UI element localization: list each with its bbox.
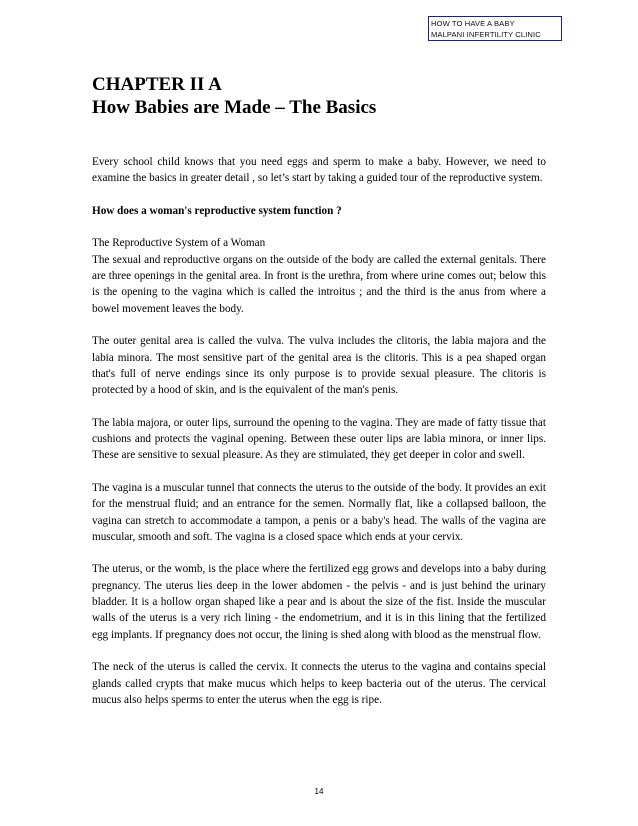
intro-paragraph: Every school child knows that you need eggs and sperm to make a baby. However, we need to examine the basics in greater detail , so let’s start by taking a guided tour of the reproductive system. [92, 156, 546, 185]
running-header [428, 16, 562, 41]
chapter-title: How Babies are Made – The Basics [92, 97, 377, 118]
page-number: 14 [314, 787, 324, 796]
chapter-body [92, 154, 546, 708]
section-question: How does a woman's reproductive system function ? [92, 204, 342, 217]
header-book-title: HOW TO HAVE A BABY [431, 19, 515, 28]
external-genitals-paragraph: The sexual and reproductive organs on the outside of the body are called the external genitals. There are three openings in the genital area. In front is the urethra, from where urine comes out; below this is the opening to the vagina which is called the introitus ; and the third is the anus from where a bowel movement leaves the body. [92, 253, 546, 315]
vagina-paragraph: The vagina is a muscular tunnel that connects the uterus to the outside of the body. It provides an exit for the menstrual fluid; and an entrance for the semen. Normally flat, like a collapsed balloon, the vagina can stretch to accommodate a tampon, a penis or a baby's head. The walls of the vagina are muscular, smooth and soft. The vagina is a closed space which ends at your cervix. [92, 481, 546, 543]
uterus-paragraph: The uterus, or the womb, is the place where the fertilized egg grows and develops into a baby during pregnancy. The uterus lies deep in the lower abdomen - the pelvis - and is just behind the urinary bladder. It is a hollow organ shaped like a pear and is about the size of the fist. Inside the muscular walls of the uterus is a very rich lining - the endometrium, and it is in this lining that the fertilized egg implants. If pregnancy does not occur, the lining is shed along with blood as the menstrual flow. [92, 563, 546, 641]
reproductive-system-section [92, 235, 546, 316]
chapter-heading [92, 73, 376, 119]
section-subheading: The Reproductive System of a Woman [92, 237, 266, 250]
vulva-paragraph: The outer genital area is called the vulva. The vulva includes the clitoris, the labia majora and the labia minora. The most sensitive part of the genital area is the clitoris. This is a pea shaped organ that's full of nerve endings since its only purpose is to provide sexual pleasure. The clitoris is protected by a hood of skin, and is the equivalent of the man's penis. [92, 335, 546, 397]
cervix-paragraph: The neck of the uterus is called the cervix. It connects the uterus to the vagina and contains special glands called crypts that make mucus which helps to keep bacteria out of the uterus. The cervical mucus also helps sperms to enter the uterus when the egg is ripe. [92, 661, 546, 706]
labia-paragraph: The labia majora, or outer lips, surround the opening to the vagina. They are made of fatty tissue that cushions and protects the vaginal opening. Between these outer lips are labia minora, or inner lips. These are sensitive to sexual pleasure. As they are stimulated, they get deeper in color and swell. [92, 416, 546, 462]
chapter-label: CHAPTER II A [92, 74, 222, 95]
header-clinic-name: MALPANI INFERTILITY CLINIC [431, 30, 541, 39]
